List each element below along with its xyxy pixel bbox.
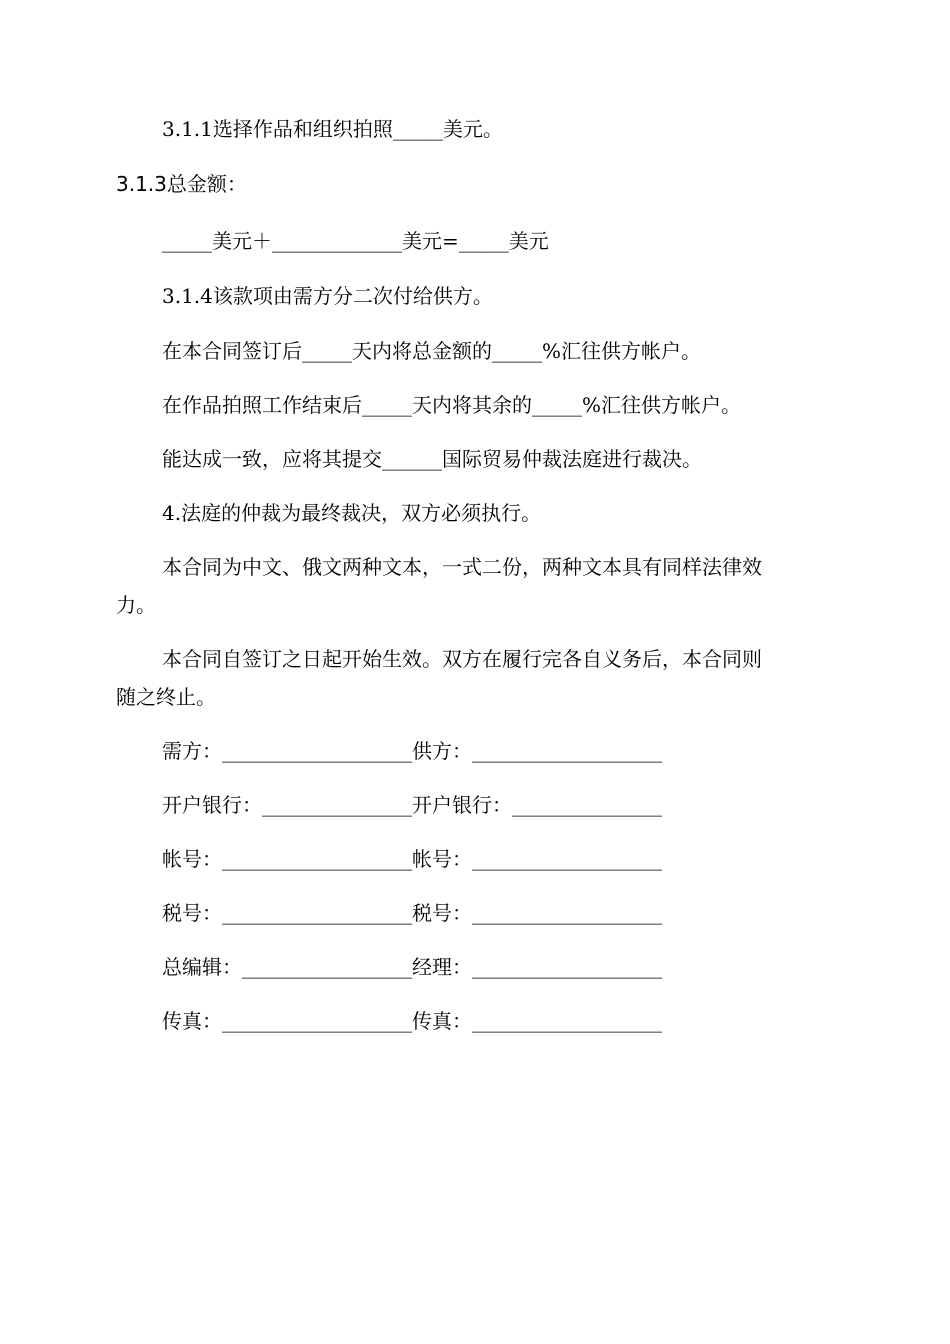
language-clause-line-2: 力。 <box>116 593 156 617</box>
effective-clause-line-1: 本合同自签订之日起开始生效。双方在履行完各自义务后，本合同则 <box>162 647 762 671</box>
signature-row-bank: 开户银行：_______________开户银行：_______________ <box>162 793 662 817</box>
signature-row-editor-manager: 总编辑：_________________经理：___________________ <box>162 955 662 979</box>
signature-row-fax: 传真：___________________传真：___________________ <box>162 1009 662 1033</box>
clause-3-1-3-number: 3.1.3 <box>116 172 167 196</box>
signature-row-tax-id: 税号：___________________税号：___________________ <box>162 901 662 925</box>
language-clause-line-1: 本合同为中文、俄文两种文本，一式二份，两种文本具有同样法律效 <box>162 555 762 579</box>
total-amount-formula: _____美元＋_____________美元=_____美元 <box>162 229 549 253</box>
payment-first-installment: 在本合同签订后_____天内将总金额的_____%汇往供方帐户。 <box>162 339 702 363</box>
clause-4: 4.法庭的仲裁为最终裁决，双方必须执行。 <box>162 501 542 525</box>
signature-row-party: 需方：___________________供方：___________________ <box>162 739 662 763</box>
payment-second-installment: 在作品拍照工作结束后_____天内将其余的_____%汇往供方帐户。 <box>162 393 742 417</box>
signature-row-account: 帐号：___________________帐号：___________________ <box>162 847 662 871</box>
effective-clause-line-2: 随之终止。 <box>116 685 216 709</box>
clause-3-1-4: 3.1.4该款项由需方分二次付给供方。 <box>162 284 493 308</box>
clause-3-1-3-text: 总金额： <box>166 172 247 196</box>
clause-3-1-3 <box>116 173 247 195</box>
arbitration-clause: 能达成一致，应将其提交______国际贸易仲裁法庭进行裁决。 <box>162 447 702 471</box>
clause-3-1-1: 3.1.1选择作品和组织拍照_____美元。 <box>162 117 503 141</box>
